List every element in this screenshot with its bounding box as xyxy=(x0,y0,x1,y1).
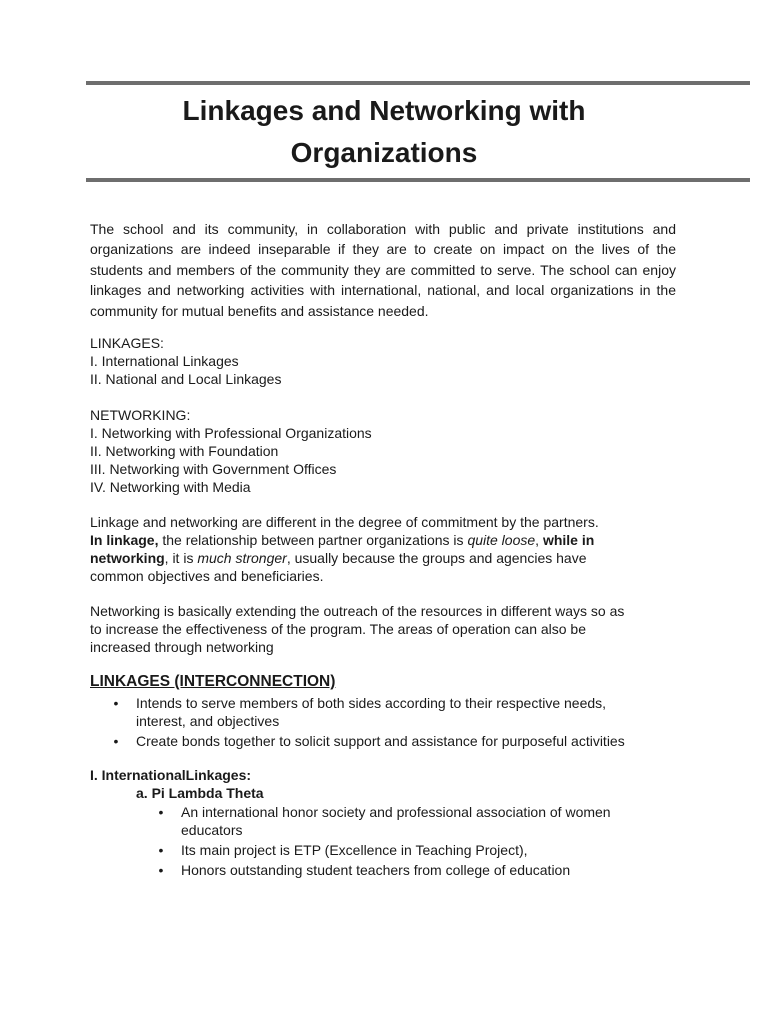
networking-item-4: IV. Networking with Media xyxy=(90,479,251,495)
linkages-heading: LINKAGES: xyxy=(90,335,164,351)
usually-text: , usually because the groups and agencies have xyxy=(286,550,587,566)
bullet-text: Create bonds together to solicit support and assistance for purposeful activities xyxy=(136,733,625,749)
bullet-icon: • xyxy=(158,804,164,820)
networking-item-1: I. Networking with Professional Organizations xyxy=(90,425,372,441)
while-in-bold: while in xyxy=(542,532,595,548)
pi-lambda-theta-heading: a. Pi Lambda Theta xyxy=(136,785,264,801)
bullet-text: Its main project is ETP (Excellence in Teaching Project), xyxy=(181,842,528,858)
list-item xyxy=(113,732,656,750)
list-item xyxy=(113,694,656,730)
bullet-icon: • xyxy=(158,842,164,858)
pi-lambda-theta-bullets xyxy=(158,803,651,881)
interconnection-heading: LINKAGES (INTERCONNECTION) xyxy=(90,673,336,690)
outreach-line-1: Networking is basically extending the outreach of the resources in different ways so as xyxy=(90,603,625,619)
linkages-item-1: I. International Linkages xyxy=(90,353,239,369)
difference-line-3 xyxy=(90,549,690,567)
networking-item-2: II. Networking with Foundation xyxy=(90,443,279,459)
linkages-item-2: II. National and Local Linkages xyxy=(90,371,282,387)
difference-line-1: Linkage and networking are different in the degree of commitment by the partners. xyxy=(90,514,599,530)
much-stronger-italic: much stronger xyxy=(197,550,287,566)
bullet-text: Intends to serve members of both sides according to their respective needs, interest, and objectives xyxy=(136,695,607,729)
networking-bold: networking xyxy=(90,550,165,566)
bullet-icon: • xyxy=(113,695,119,711)
outreach-paragraph xyxy=(90,602,690,656)
networking-list xyxy=(90,406,690,496)
difference-line-4: common objectives and beneficiaries. xyxy=(90,568,324,584)
bullet-text: An international honor society and professional association of women educators xyxy=(181,804,611,838)
title-rule-bottom xyxy=(86,178,750,182)
bullet-icon: • xyxy=(158,862,164,878)
bullet-text: Honors outstanding student teachers from college of education xyxy=(181,862,571,878)
comma-text: , xyxy=(535,532,543,548)
title-line-2: Organizations xyxy=(290,137,478,168)
list-item xyxy=(158,841,651,859)
it-is-text: , it is xyxy=(164,550,198,566)
intro-paragraph: The school and its community, in collaboration with public and private institutions and organizations are indeed inseparable if they are to create on impact on the lives of the students and members of the community they are committed to serve. The school can enjoy linkages and networking activities with international, national, and local organizations in the community for mutual benefits and assistance needed. xyxy=(90,221,676,319)
bullet-icon: • xyxy=(113,733,119,749)
page-title xyxy=(86,90,682,174)
networking-item-3: III. Networking with Government Offices xyxy=(90,461,337,477)
list-item xyxy=(158,803,651,839)
outreach-line-3: increased through networking xyxy=(90,639,274,655)
title-rule-top xyxy=(86,81,750,85)
in-linkage-bold: In linkage, xyxy=(90,532,159,548)
relationship-text: the relationship between partner organizations is xyxy=(158,532,468,548)
interconnection-bullets xyxy=(113,694,656,752)
difference-line-2 xyxy=(90,531,690,549)
international-heading: I. InternationalLinkages: xyxy=(90,767,252,783)
title-line-1: Linkages and Networking with xyxy=(182,95,586,126)
difference-paragraph xyxy=(90,513,690,585)
quite-loose-italic: quite loose xyxy=(467,532,536,548)
networking-heading: NETWORKING: xyxy=(90,407,191,423)
linkages-list xyxy=(90,334,690,388)
outreach-line-2: to increase the effectiveness of the program. The areas of operation can also be xyxy=(90,621,587,637)
list-item xyxy=(158,861,651,879)
